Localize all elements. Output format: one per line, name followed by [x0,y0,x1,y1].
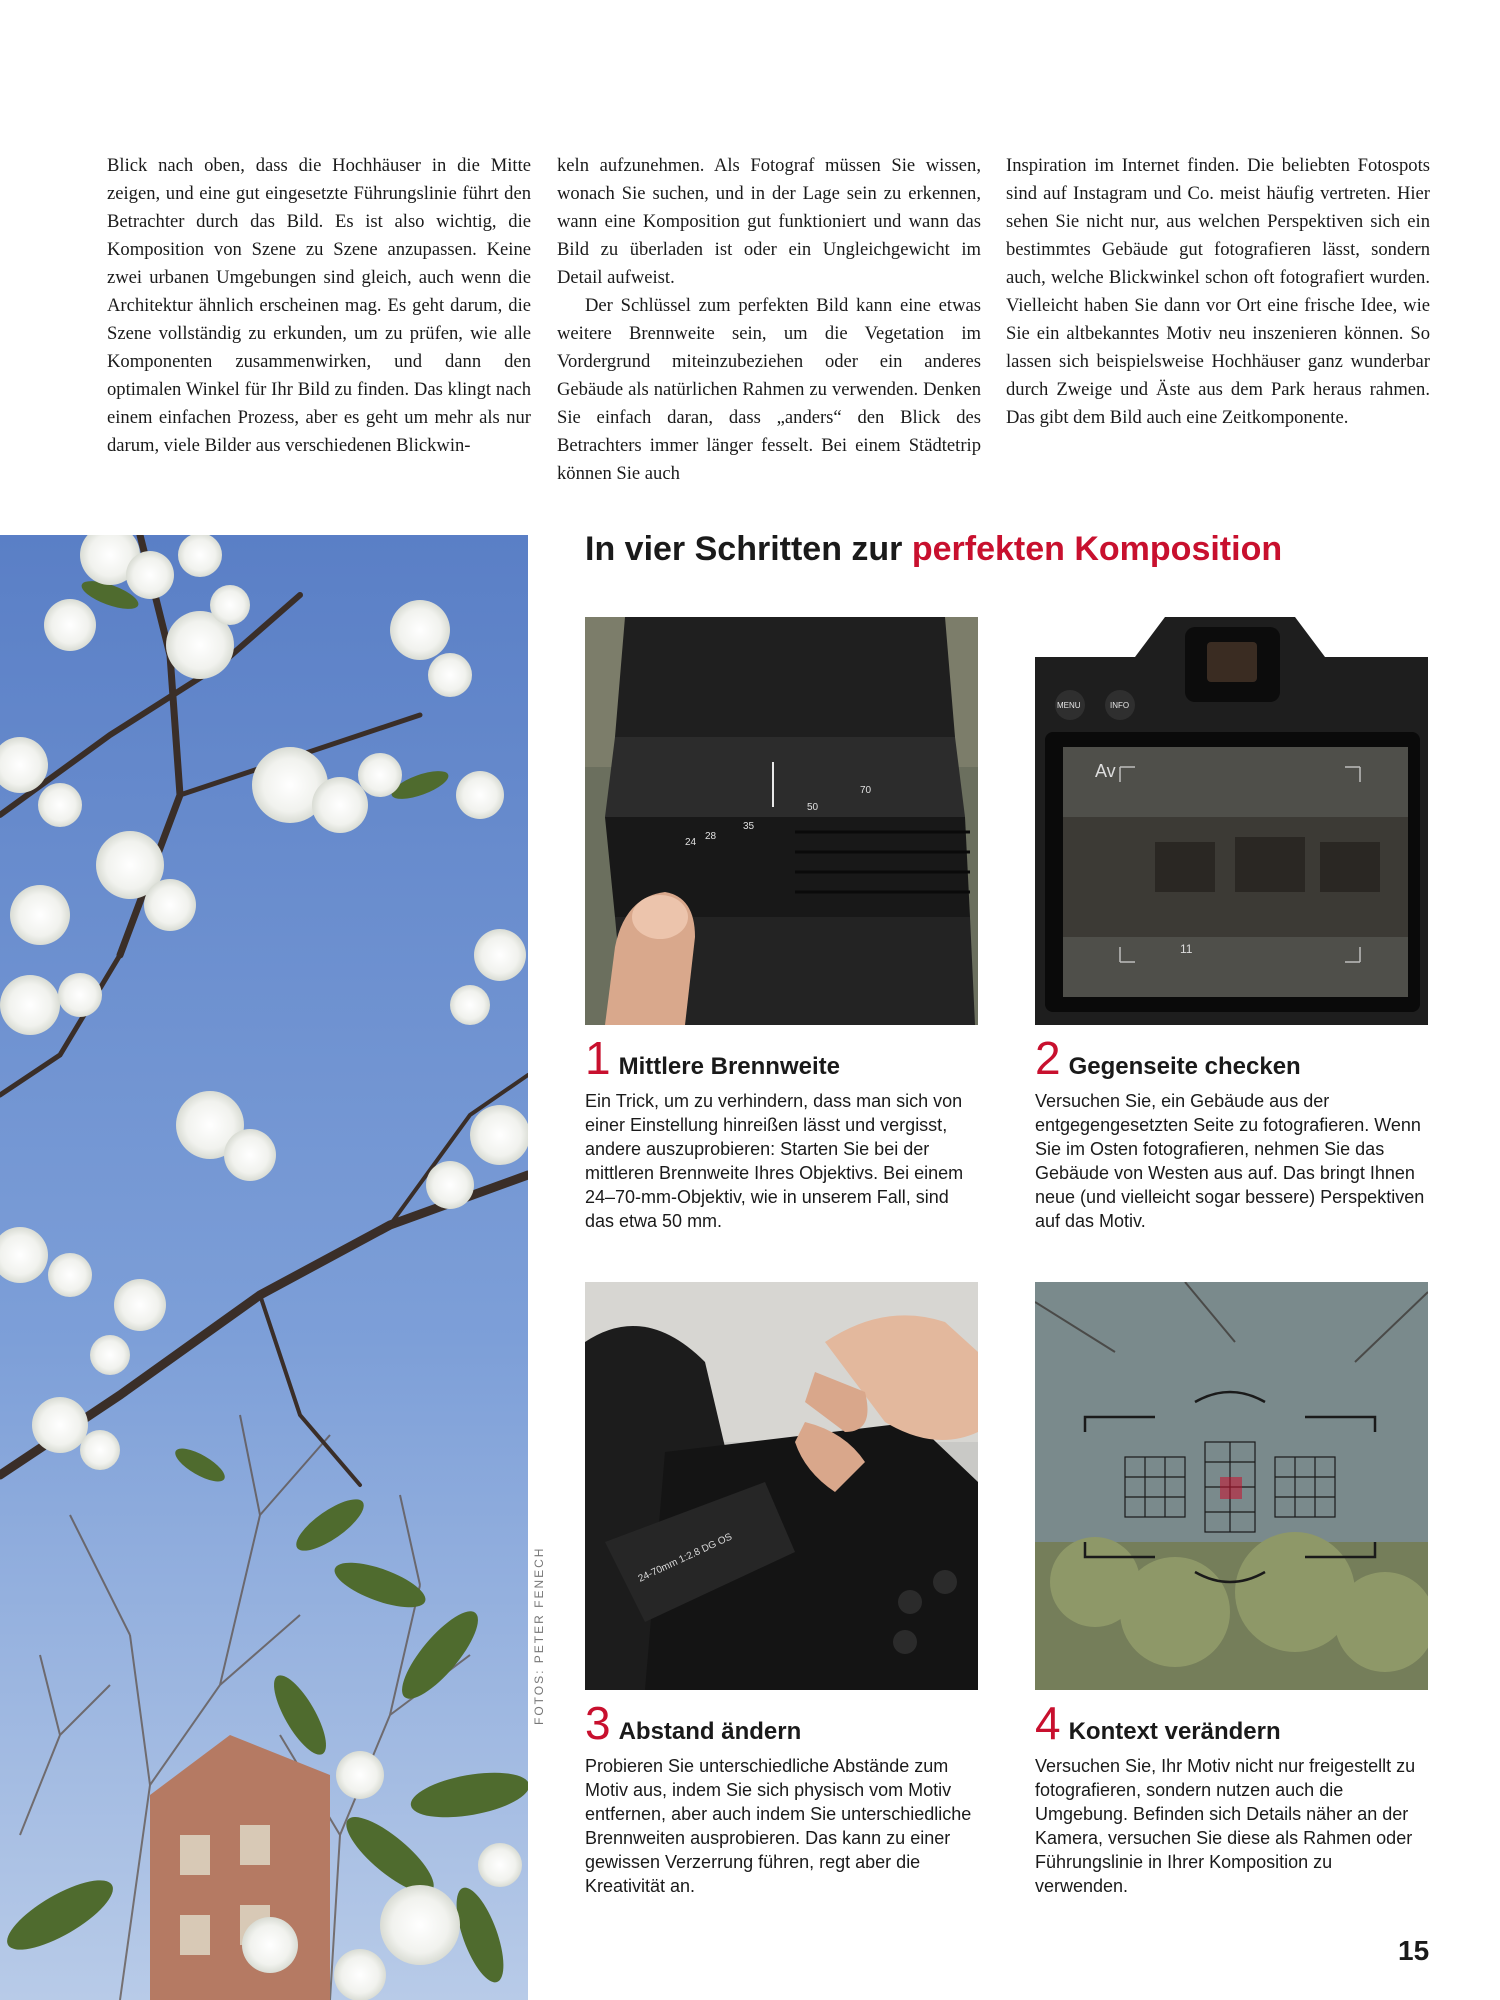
lens-scale-label: 24 [685,837,697,848]
hero-photo-cherry-blossoms [0,535,528,2000]
step-4-heading [1035,1697,1281,1749]
page-number: 15 [1398,1935,1430,1966]
camera-button-label: MENU [1057,701,1081,710]
step-number: 3 [585,1697,611,1749]
step-3-text: Probieren Sie unterschiedliche Abstände zum Motiv aus, indem Sie sich physisch vom Motiv entfernen, aber auch indem Sie unterschiedliche Brennweiten ausprobieren. Das kann zu einer gewissen Verzerrung führen, regt aber die Kreativität an. [585,1756,972,1896]
step-4-text: Versuchen Sie, Ihr Motiv nicht nur freigestellt zu fotografieren, sondern nutzen auch die Umgebung. Befinden sich Details näher an der Kamera, versuchen Sie diese als Rahmen oder Führungslinie in Ihrer Komposition zu verwenden. [1035,1756,1416,1896]
step-number: 1 [585,1032,611,1084]
lcd-mode-label: Av [1095,761,1116,781]
article-column-1 [107,152,531,460]
article-paragraph: keln aufzunehmen. Als Fotograf müssen Sie wissen, wonach Sie suchen, und in der Lage sein zu erkennen, wann eine Komposition gut funktioniert und wann das Bild zu überladen ist oder ein Ungleichgewicht im Detail aufweist. [557,155,981,288]
article-paragraph: Inspiration im Internet finden. Die beliebten Fotospots sind auf Instagram und Co. meist häufig vertreten. Hier sehen Sie nicht nur, aus welchen Perspektiven sich ein bestimmtes Gebäude gut fotografieren lässt, sondern auch, welche Blickwinkel schon oft fotografiert wurden. Vielleicht haben Sie dann vor Ort eine frische Idee, wie Sie ein altbekanntes Motiv neu inszenieren können. So lassen sich beispielsweise Hochhäuser ganz wunderbar durch Zweige und Äste aus dem Park heraus rahmen. Das gibt dem Bild auch eine Zeitkomponente. [1006,155,1430,428]
camera-button-label: INFO [1110,701,1130,710]
step-1-text: Ein Trick, um zu verhindern, dass man sich von einer Einstellung hinreißen lässt und vergisst, andere auszuprobieren: Starten Sie bei der mittleren Brennweite Ihres Objektivs. Bei einem 24–70-mm-Objektiv, wie in unserem Fall, sind das etwa 50 mm. [585,1091,964,1231]
box-title [585,530,1282,569]
step-3-photo-camera-hand [585,1282,978,1690]
article-paragraph: Blick nach oben, dass die Hochhäuser in die Mitte zeigen, und eine gut eingesetzte Führungslinie führt den Betrachter durch das Bild. Es ist also wichtig, die Komposition von Szene zu Szene anzupassen. Keine zwei urbanen Umgebungen sind gleich, auch wenn die Architektur ähnlich erscheinen mag. Es geht darum, die Szene vollständig zu erkunden, um zu prüfen, wie alle Komponenten zusammenwirken, und dann den optimalen Winkel für Ihr Bild zu finden. Das klingt nach einem einfachen Prozess, aber es geht um mehr als nur darum, viele Bilder aus verschiedenen Blickwin- [107,155,531,456]
step-1-photo-lens [585,617,978,1025]
step-2-photo-camera-back [1035,617,1428,1025]
box-title-accent: perfekten Komposition [911,530,1283,568]
lens-scale-label: 35 [743,821,755,832]
step-number: 2 [1035,1032,1061,1084]
step-1-heading [585,1032,840,1084]
lens-model-label: 24-70mm 1:2.8 DG OS [636,1531,734,1585]
box-title-part-1: In vier Schritten zur [585,530,912,568]
step-4-photo-viewfinder [1035,1282,1428,1690]
article-paragraph: Der Schlüssel zum perfekten Bild kann eine etwas weitere Brennweite sein, um die Vegetation im Vordergrund miteinzubeziehen oder ein anderes Gebäude als natürlichen Rahmen zu verwenden. Denken Sie einfach daran, dass „anders“ den Blick des Betrachters immer länger fesselt. Bei einem Städtetrip können Sie auch [557,295,981,484]
lcd-aperture-label: 11 [1180,942,1193,956]
step-2-heading [1035,1032,1301,1084]
step-title: Abstand ändern [618,1718,802,1745]
article-column-3 [1006,152,1430,432]
step-title: Kontext verändern [1068,1718,1281,1745]
article-column-2 [557,152,981,488]
photo-credit: FOTOS: PETER FENECH [532,1546,546,1725]
lens-scale-label: 28 [705,831,717,842]
step-3-heading [585,1697,802,1749]
step-title: Gegenseite checken [1068,1053,1301,1080]
step-2-text: Versuchen Sie, ein Gebäude aus der entgegengesetzten Seite zu fotografieren. Wenn Sie im Osten fotografieren, nehmen Sie das Gebäude von Westen aus auf. Das bringt Ihnen neue (und vielleicht sogar bessere) Perspektiven auf das Motiv. [1035,1091,1425,1231]
step-title: Mittlere Brennweite [618,1053,840,1080]
lens-scale-label: 70 [860,785,872,796]
lens-scale-label: 50 [807,802,819,813]
step-number: 4 [1035,1697,1061,1749]
